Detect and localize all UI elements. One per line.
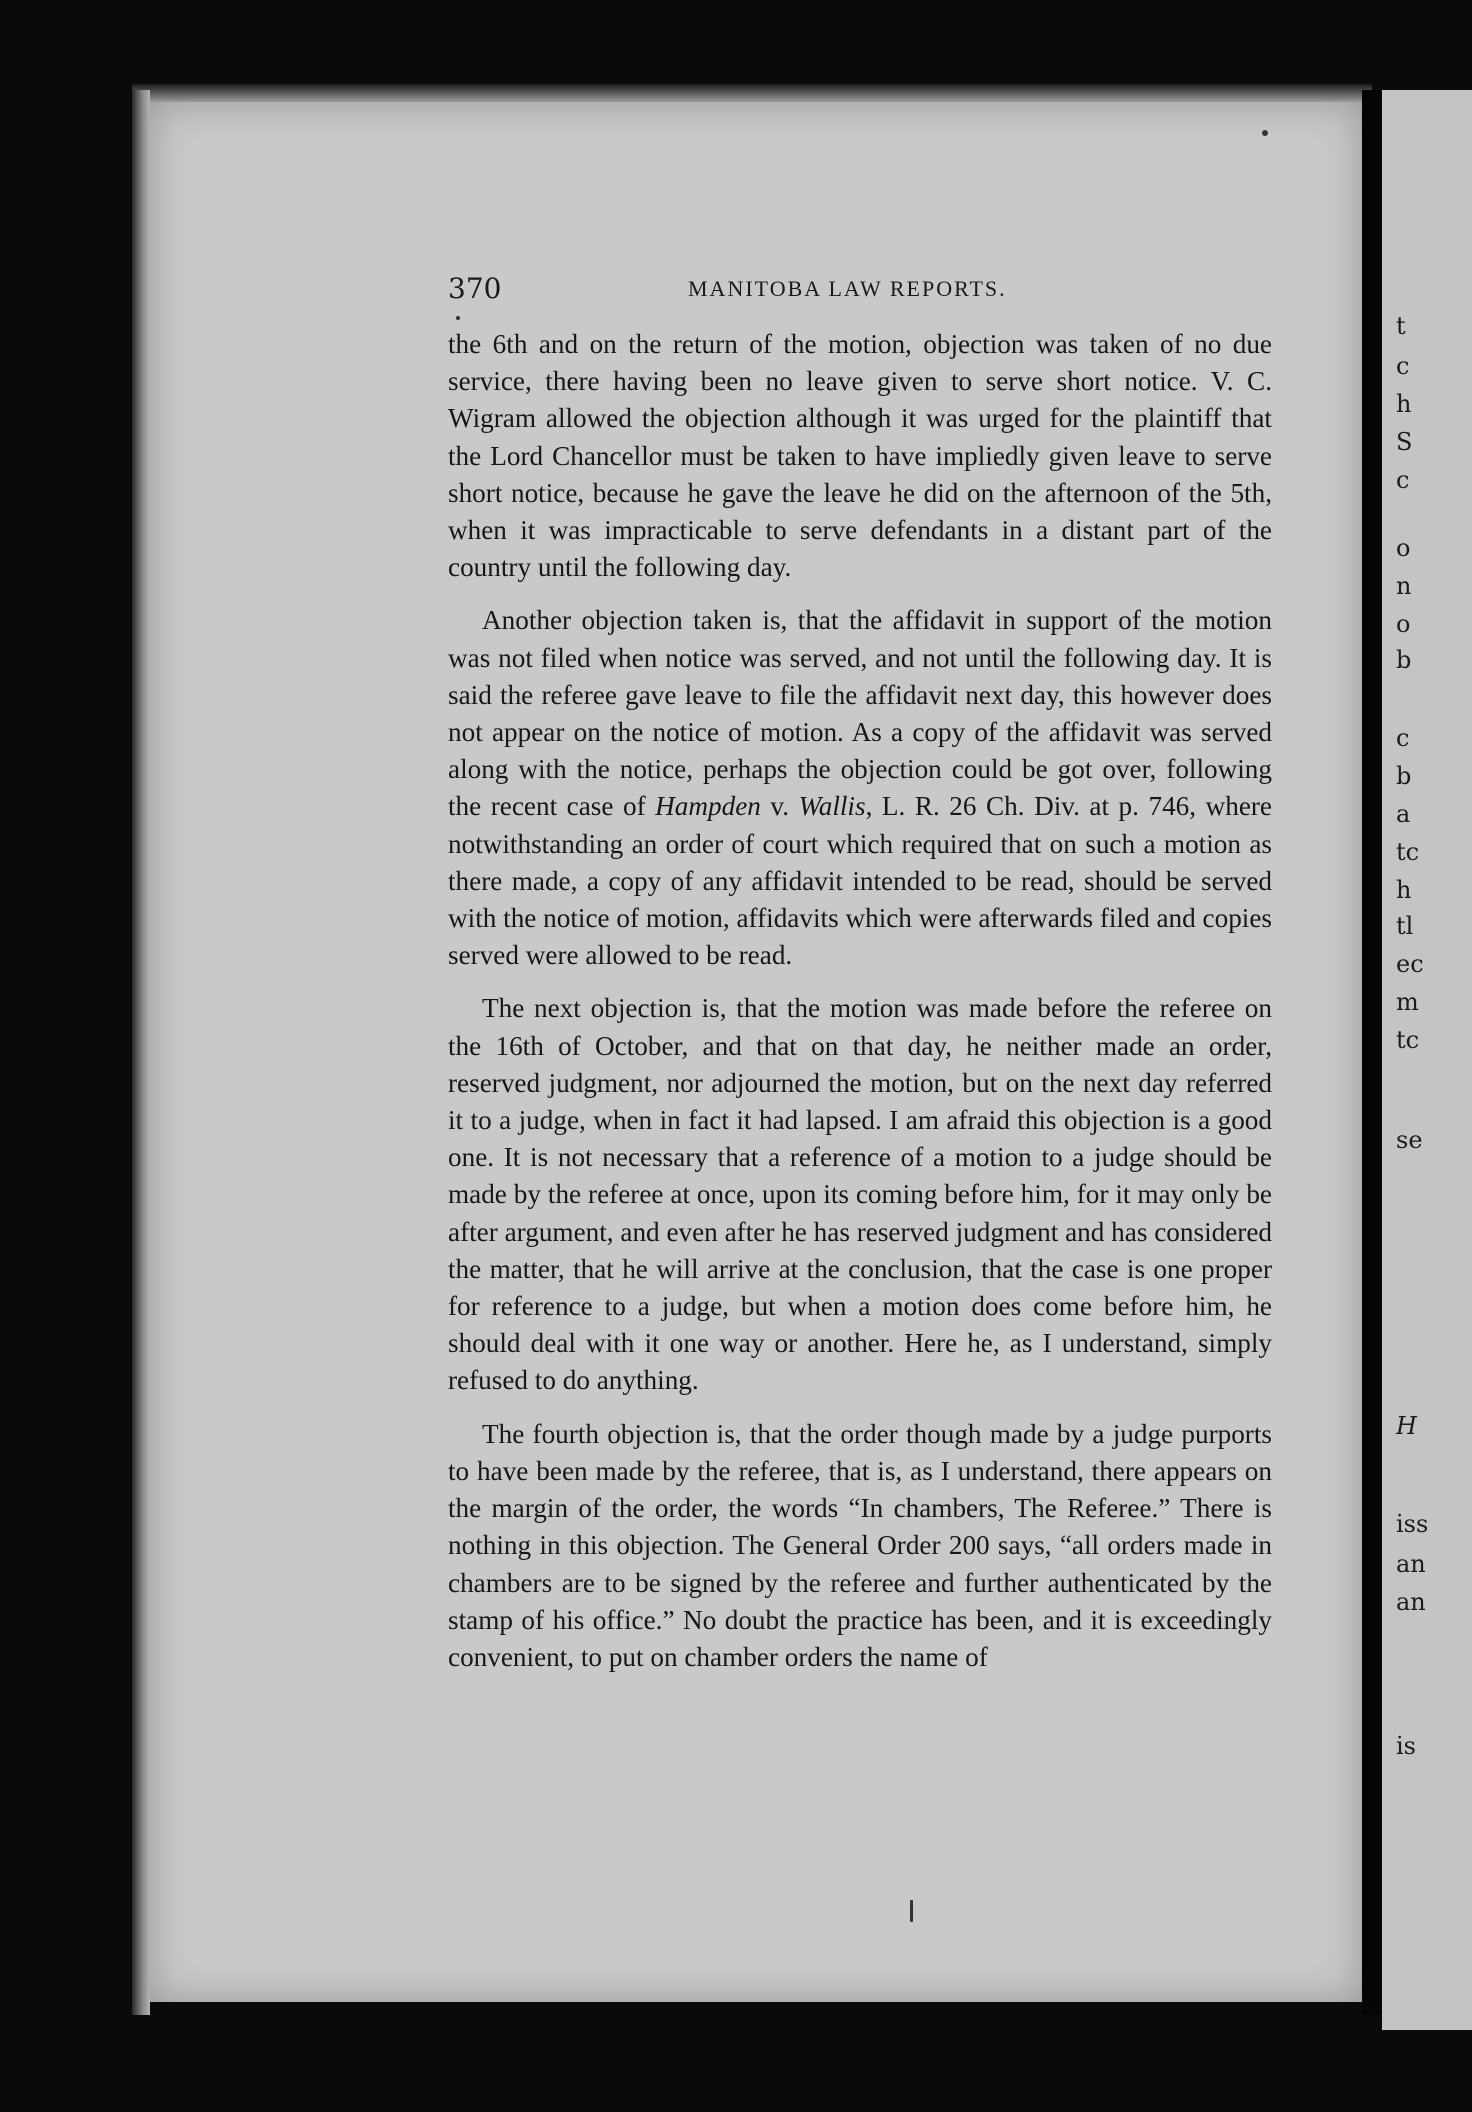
body-paragraph <box>448 1416 1272 1676</box>
facing-page-fragment: n <box>1396 572 1412 600</box>
facing-page-fragment: h <box>1396 876 1412 904</box>
facing-page-fragment: t <box>1396 312 1406 340</box>
facing-page-fragment: b <box>1396 762 1412 790</box>
facing-page-fragment: b <box>1396 646 1412 674</box>
body-paragraph <box>448 602 1272 974</box>
facing-page-fragment: m <box>1396 988 1419 1016</box>
facing-page-fragment: tl <box>1396 912 1414 940</box>
body-text <box>448 326 1272 1692</box>
facing-page-fragment: c <box>1396 466 1410 494</box>
facing-page-fragment: an <box>1396 1588 1426 1616</box>
paragraph-text: v. <box>760 791 799 822</box>
facing-page-fragment: H <box>1396 1412 1417 1440</box>
facing-page-fragment: S <box>1396 428 1413 456</box>
facing-page-fragment: c <box>1396 724 1410 752</box>
scan-speck <box>456 316 460 320</box>
scan-speck <box>1262 130 1268 136</box>
case-name: Hampden <box>655 791 761 822</box>
facing-page-fragment: tc <box>1396 1026 1420 1054</box>
facing-page-fragment: c <box>1396 352 1410 380</box>
facing-page-strip <box>1382 90 1472 2030</box>
paragraph-text: The next objection is, that the motion was made before the referee on the 16th of October, and that on that day, he neither made an order, reserved judgment, nor adjourned the motion, but on the next day referred it to a judge, when in fact it had lapsed. I am afraid this objection is a good one. It is not necessary that a reference of a motion to a judge should be made by the referee at once, upon its coming before him, for it may only be after argument, and even after he has reserved judgment and has considered the matter, that he will arrive at the conclusion, that the case is one proper for reference to a judge, but when a motion does come before him, he should deal with it one way or another. Here he, as I understand, simply refused to do anything. <box>448 993 1272 1396</box>
case-name: Wallis <box>798 791 866 822</box>
book-gutter <box>1362 90 1382 2015</box>
facing-page-fragment: se <box>1396 1126 1423 1154</box>
facing-page-fragment: ec <box>1396 950 1424 978</box>
page-header-title: MANITOBA LAW REPORTS. <box>688 276 1007 301</box>
facing-page-fragment: tc <box>1396 838 1420 866</box>
facing-page-fragment: h <box>1396 390 1412 418</box>
paragraph-text: the 6th and on the return of the motion, objection was taken of no due service, there having been no leave given to serve short notice. V. C. Wigram allowed the objection although it was urged for the plaintiff that the Lord Chancellor must be taken to have impliedly given leave to serve short notice, because he gave the leave he did on the afternoon of the 5th, when it was impracticable to serve defendants in a distant part of the country until the following day. <box>448 329 1272 583</box>
page-left-edge <box>132 90 150 2015</box>
facing-page-fragment: a <box>1396 800 1411 828</box>
facing-page-fragment: o <box>1396 534 1411 562</box>
body-paragraph <box>448 990 1272 1399</box>
scan-speck <box>910 1900 913 1922</box>
page-top-edge <box>132 84 1372 102</box>
body-paragraph <box>448 326 1272 586</box>
paragraph-text: Another objection taken is, that the affidavit in support of the motion was not filed when notice was served, and not until the following day. It is said the referee gave leave to file the affidavit next day, this however does not appear on the notice of motion. As a copy of the affidavit was served along with the notice, perhaps the objection could be got over, following the recent case of <box>448 605 1272 822</box>
facing-page-fragment: an <box>1396 1550 1426 1578</box>
paragraph-text: , L. R. 26 Ch. Div. at p. 746, where notwithstanding an order of court which required that on such a motion as there made, a copy of any affidavit intended to be read, should be served with the notice of motion, affidavits which were afterwards filed and copies served were allowed to be read. <box>448 791 1273 971</box>
running-head <box>448 272 1268 306</box>
facing-page-fragment: o <box>1396 610 1411 638</box>
page-number: 370 <box>448 272 502 305</box>
facing-page-fragment: is <box>1396 1732 1416 1760</box>
paragraph-text: The fourth objection is, that the order though made by a judge purports to have been made by the referee, that is, as I understand, there appears on the margin of the order, the words “In chambers, The Referee.” There is nothing in this objection. The General Order 200 says, “all orders made in chambers are to be signed by the referee and further authenticated by the stamp of his office.” No doubt the practice has been, and it is exceedingly convenient, to put on chamber orders the name of <box>448 1418 1272 1672</box>
facing-page-fragment: iss <box>1396 1510 1429 1538</box>
